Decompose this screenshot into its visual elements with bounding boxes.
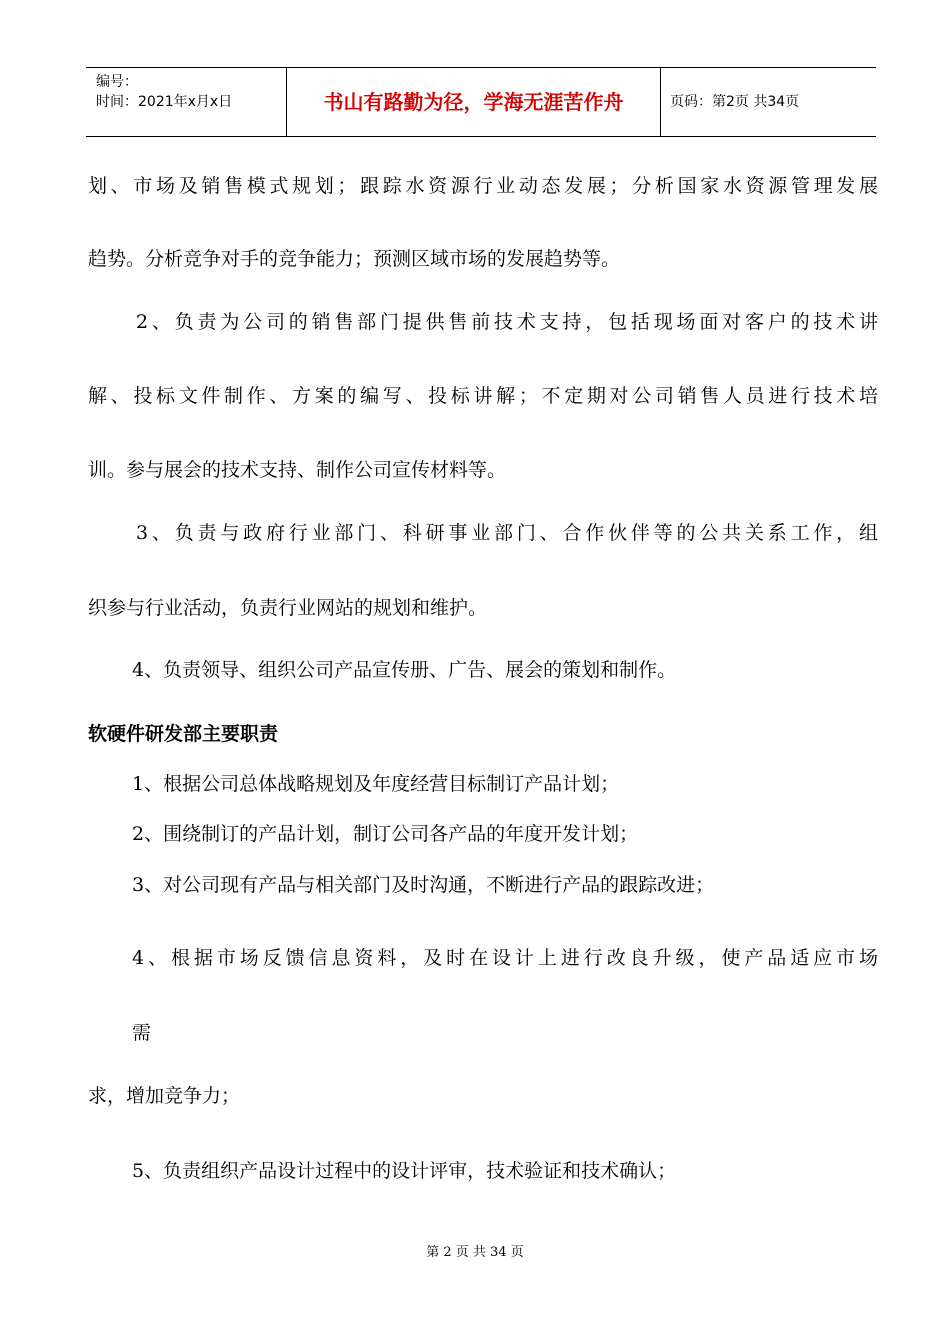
list-item: 2、围绕制订的产品计划，制订公司各产品的年度开发计划； — [132, 823, 639, 845]
section-heading: 软硬件研发部主要职责 — [88, 723, 279, 745]
paragraph-line: 3、负责与政府行业部门、科研事业部门、合作伙伴等的公共关系工作，组 — [136, 522, 878, 544]
paragraph-line: 趋势。分析竞争对手的竞争能力；预测区域市场的发展趋势等。 — [88, 248, 621, 270]
header-motto: 书山有路勤为径，学海无涯苦作舟 — [323, 90, 624, 114]
paragraph-line: 求，增加竞争力； — [88, 1085, 241, 1107]
paragraph-line: 2、负责为公司的销售部门提供售前技术支持，包括现场面对客户的技术讲 — [136, 311, 878, 333]
list-item: 5、负责组织产品设计过程中的设计评审，技术验证和技术确认； — [132, 1160, 677, 1182]
paragraph-line: 4、负责领导、组织公司产品宣传册、广告、展会的策划和制作。 — [132, 659, 677, 681]
paragraph-line: 需 — [132, 1022, 152, 1044]
document-number: 编号： — [96, 74, 138, 90]
paragraph-line: 训。参与展会的技术支持、制作公司宣传材料等。 — [88, 459, 507, 481]
header-page-number: 页码：第2页 共34页 — [670, 94, 800, 110]
list-item: 4、根据市场反馈信息资料，及时在设计上进行改良升级，使产品适应市场 — [132, 947, 878, 969]
list-item: 1、根据公司总体战略规划及年度经营目标制订产品计划； — [132, 773, 620, 795]
header-meta — [96, 72, 232, 112]
paragraph-line: 划、市场及销售模式规划；跟踪水资源行业动态发展；分析国家水资源管理发展 — [88, 175, 878, 197]
list-item: 3、对公司现有产品与相关部门及时沟通，不断进行产品的跟踪改进； — [132, 874, 715, 896]
page-header — [86, 67, 876, 137]
paragraph-line: 织参与行业活动，负责行业网站的规划和维护。 — [88, 597, 488, 619]
page-footer: 第 2 页 共 34 页 — [426, 1245, 524, 1260]
paragraph-line: 解、投标文件制作、方案的编写、投标讲解；不定期对公司销售人员进行技术培 — [88, 385, 878, 407]
header-divider — [660, 68, 661, 136]
document-date: 时间：2021年x月x日 — [96, 94, 233, 110]
